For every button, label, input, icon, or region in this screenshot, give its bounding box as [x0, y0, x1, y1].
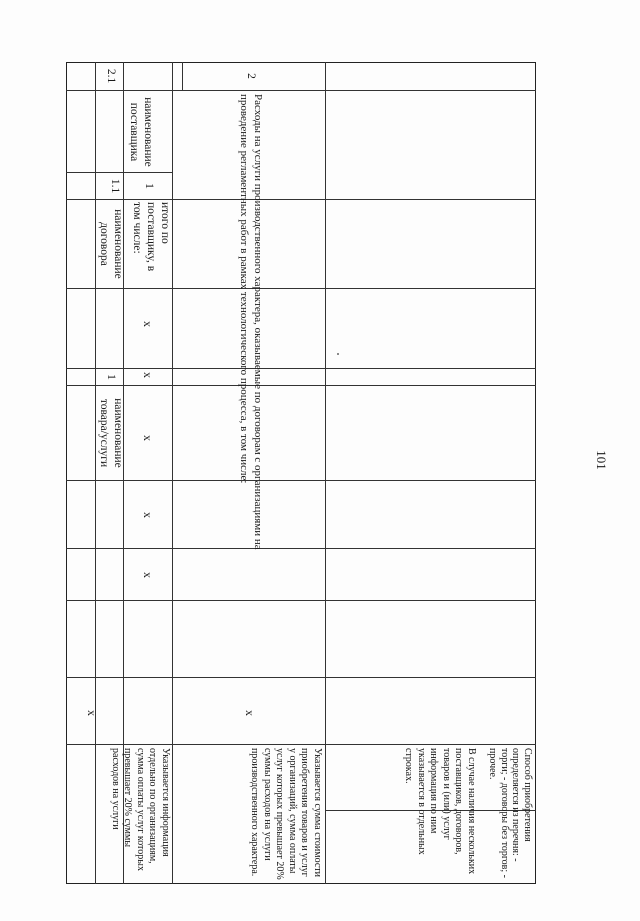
mark-x: х — [141, 512, 155, 518]
row-index-2: 2 — [245, 73, 257, 79]
col-divider — [66, 480, 536, 481]
col-divider — [66, 548, 536, 549]
note-method: Способ приобретения определяется из перечня: - торги; - договоры без торгов; - прочее. — [487, 748, 533, 878]
col-divider — [66, 600, 536, 601]
note-several: В случае наличия нескольких поставщиков, договоров, товаров и (или) услуг информация по ним указывается в отдельных строках. — [403, 748, 477, 875]
item-label: наименование товара/услуги — [98, 398, 124, 468]
page-number: 101 — [594, 450, 609, 470]
mark-x: х — [141, 372, 155, 378]
col-divider — [66, 90, 536, 91]
subrow-index-1-1: 1.1 — [109, 178, 121, 194]
subrow-label-total: итого по поставщику, в том числе: — [131, 202, 171, 272]
mark-x: х — [85, 710, 99, 716]
mark-x: х — [141, 435, 155, 441]
note-sum: Указывается сумма стоимости приобретения товаров и услуг у организаций, сумма оплаты услуг которых превышает 20% суммы расходов на услуги производственного характера. — [249, 748, 323, 880]
subrow-index-1: 1 — [143, 183, 155, 189]
mark-x: х — [141, 321, 155, 327]
row-divider — [325, 62, 326, 884]
mark-x: х — [141, 572, 155, 578]
scan-dot — [337, 353, 339, 355]
mark-x: х — [243, 710, 257, 716]
col-divider — [66, 368, 536, 369]
note-separate: Указывается информация отдельно по организациям, сумма оплаты услуг которых превышает 20% суммы расходов на услуги — [110, 748, 171, 872]
col-divider — [66, 288, 536, 289]
contract-label: наименование договора — [98, 209, 124, 279]
row-divider — [172, 62, 173, 884]
col-divider — [66, 199, 536, 200]
col-divider — [66, 677, 536, 678]
col-divider — [66, 385, 536, 386]
row-index-2-1: 2.1 — [105, 68, 117, 84]
supplier-label: наименование поставщика — [128, 97, 154, 167]
row-2-description: Расходы на услуги производственного характера, оказываемые по договорам с организациями на проведение регламентных работ в рамках технологического процесса, в том числе: — [238, 94, 264, 550]
col-divider — [66, 744, 536, 745]
col-divider — [66, 172, 173, 173]
row-divider — [182, 62, 183, 90]
item-index-1: 1 — [105, 373, 117, 380]
